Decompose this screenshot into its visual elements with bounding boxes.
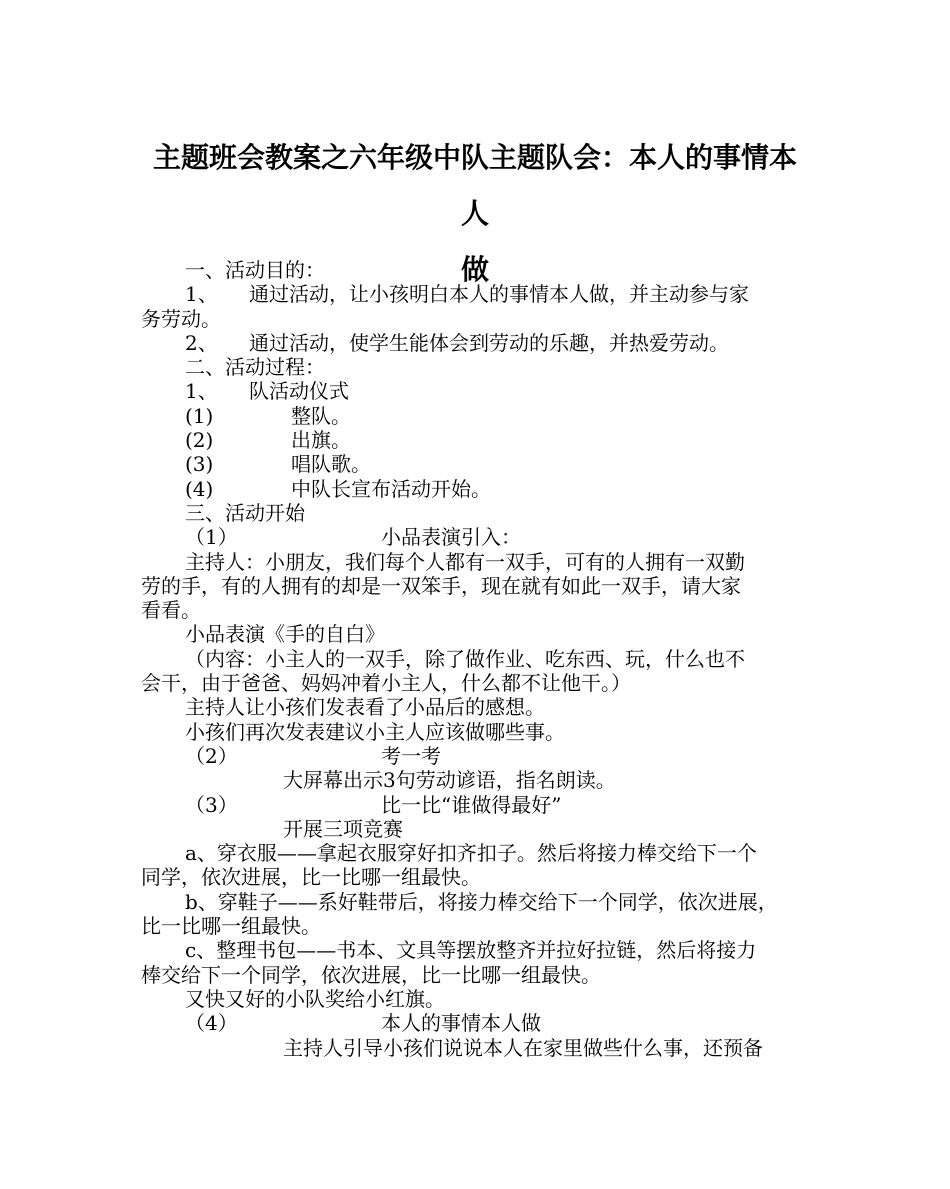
goal-item-2-text: 通过活动，使学生能体会到劳动的乐趣，并热爱劳动。 — [249, 330, 729, 355]
contest-b-line-2: 比一比哪一组最快。 — [141, 914, 321, 939]
activity-part-1-number: （1） — [185, 525, 238, 550]
contest-c-line-1: c、整理书包——书本、文具等摆放整齐并拉好拉链，然后将接力 — [185, 938, 757, 963]
activity-part-2-text: 考一考 — [381, 743, 441, 768]
kids-suggestion: 小孩们再次发表建议小主人应该做哪些事。 — [185, 719, 565, 744]
skit-title: 小品表演《手的自白》 — [185, 622, 385, 647]
ceremony-number: 1、 — [185, 379, 218, 404]
ceremony-item — [141, 379, 831, 403]
goal-item-1-continued: 务劳动。 — [141, 306, 221, 331]
activity-part-1 — [141, 525, 831, 549]
ceremony-step-1-text: 整队。 — [291, 403, 351, 428]
goal-item-1-number: 1、 — [185, 282, 218, 307]
goal-item-1 — [141, 282, 831, 306]
reward-line: 又快又好的小队奖给小红旗。 — [185, 986, 445, 1011]
ceremony-step-4-number: (4) — [185, 476, 214, 501]
section-heading-start: 三、活动开始 — [185, 500, 305, 525]
host-paragraph-2: 主持人让小孩们发表看了小品后的感想。 — [185, 695, 545, 720]
ceremony-step-1-number: (1) — [185, 403, 214, 428]
skit-content-line-1: （内容：小主人的一双手，除了做作业、吃东西、玩，什么也不 — [185, 646, 745, 671]
host-paragraph-3: 主持人引导小孩们说说本人在家里做些什么事，还预备 — [283, 1035, 763, 1060]
contest-a-line-2: 同学，依次进展，比一比哪一组最快。 — [141, 865, 481, 890]
skit-content-line-2: 会干，由于爸爸、妈妈冲着小主人，什么都不让他干。） — [141, 671, 631, 696]
proverbs-line: 大屏幕出示3句劳动谚语，指名朗读。 — [283, 768, 616, 793]
goal-item-2 — [141, 331, 831, 355]
contest-b-line-1: b、穿鞋子——系好鞋带后，将接力棒交给下一个同学，依次进展， — [185, 889, 778, 914]
ceremony-step-3-number: (3) — [185, 452, 214, 477]
host-paragraph-1-line-2: 劳的手，有的人拥有的却是一双笨手，现在就有如此一双手，请大家 — [141, 573, 741, 598]
activity-part-2 — [141, 744, 831, 768]
activity-part-3-number: （3） — [185, 792, 238, 817]
host-paragraph-1-line-1: 主持人：小朋友，我们每个人都有一双手，可有的人拥有一双勤 — [185, 549, 745, 574]
activity-part-3-text: 比一比“谁做得最好” — [381, 792, 562, 817]
activity-part-2-number: （2） — [185, 743, 238, 768]
ceremony-step-4 — [141, 477, 831, 501]
activity-part-1-text: 小品表演引入： — [381, 525, 521, 550]
contest-c-line-2: 棒交给下一个同学，依次进展，比一比哪一组最快。 — [141, 962, 601, 987]
goal-item-2-number: 2、 — [185, 330, 218, 355]
activity-part-4-text: 本人的事情本人做 — [381, 1011, 541, 1036]
ceremony-step-1 — [141, 404, 831, 428]
contest-intro: 开展三项竞赛 — [283, 816, 403, 841]
activity-part-3 — [141, 793, 831, 817]
ceremony-step-3 — [141, 452, 831, 476]
ceremony-step-2-text: 出旗。 — [291, 428, 351, 453]
ceremony-step-4-text: 中队长宣布活动开始。 — [291, 476, 491, 501]
title-line-1: 主题班会教案之六年级中队主题队会：本人的事情本人 — [152, 141, 797, 230]
document-body — [141, 258, 831, 1060]
host-paragraph-1-line-3: 看看。 — [141, 598, 201, 623]
ceremony-step-2-number: (2) — [185, 428, 214, 453]
ceremony-text: 队活动仪式 — [249, 379, 349, 404]
section-heading-process: 二、活动过程： — [185, 355, 325, 380]
activity-part-4 — [141, 1011, 831, 1035]
title-line-2: 做 — [460, 253, 489, 286]
ceremony-step-2 — [141, 428, 831, 452]
goal-item-1-text: 通过活动，让小孩明白本人的事情本人做，并主动参与家 — [249, 282, 749, 307]
ceremony-step-3-text: 唱队歌。 — [291, 452, 371, 477]
activity-part-4-number: （4） — [185, 1011, 238, 1036]
section-heading-goals: 一、活动目的： — [185, 258, 325, 282]
contest-a-line-1: a、穿衣服——拿起衣服穿好扣齐扣子。然后将接力棒交给下一个 — [185, 841, 757, 866]
